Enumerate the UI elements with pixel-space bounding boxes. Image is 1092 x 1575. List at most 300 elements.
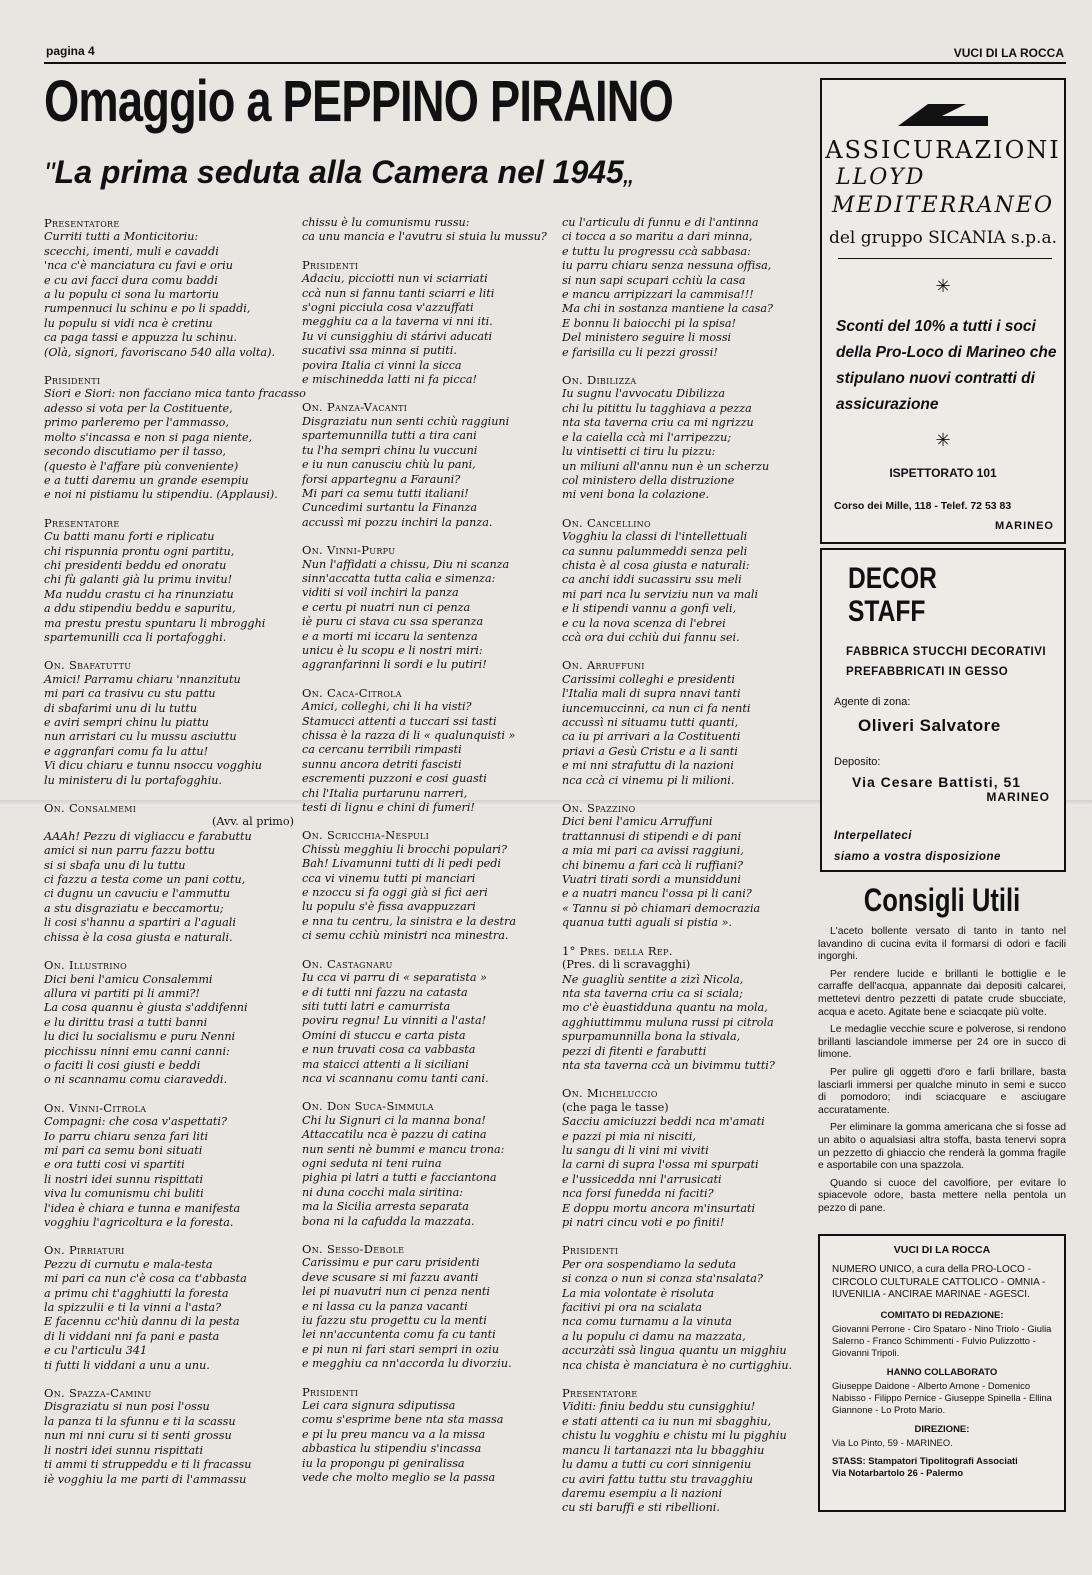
verse-line: tu l'ha sempri chinu lu vuccuni bbox=[302, 443, 478, 457]
verse-line: a ddu stipendiu beddu e sapuritu, bbox=[44, 602, 236, 616]
verse-line: aggranfarinni li sordi e lu putiri! bbox=[302, 658, 487, 672]
ad-decor-city: MARINEO bbox=[986, 790, 1050, 804]
verse-line: lu sangu di li vini mi viviti bbox=[562, 1143, 709, 1157]
verse-line: e pazzi pi mia ni nisciti, bbox=[562, 1129, 696, 1143]
paper-name: VUCI DI LA ROCCA bbox=[953, 46, 1064, 60]
verse-line: a primu chi t'agghiutti la foresta bbox=[44, 1286, 229, 1300]
stanza bbox=[302, 828, 552, 943]
ad-lloyd-line2: LLOYD bbox=[836, 165, 926, 190]
verse-line: si conza o nun si conza sta'nsalata? bbox=[562, 1272, 763, 1286]
speaker-name: On. Cancellino bbox=[562, 515, 651, 530]
ad-decor-cta2: siamo a vostra disposizione bbox=[834, 851, 1001, 863]
consigli-body bbox=[818, 926, 1066, 1220]
verse-line: mi veni bona la colazione. bbox=[562, 488, 709, 502]
ad-decor-agent-label: Agente di zona: bbox=[834, 696, 911, 708]
ad-lloyd-group: del gruppo SICANIA s.p.a. bbox=[828, 228, 1057, 248]
verse-line: molto s'incassa e non si paga niente, bbox=[44, 430, 253, 444]
colophon-dir: Via Lo Pinto, 59 - MARINEO. bbox=[832, 1436, 953, 1448]
verse-line: Chi lu Signuri ci la manna bona! bbox=[302, 1113, 486, 1127]
verse-line: ca iu pi arrivari a la Costituenti bbox=[562, 730, 741, 744]
verse-line: e pi lu preu mancu va a la missa bbox=[302, 1427, 486, 1441]
verse-line: Vuatri tirati sordi a munsidduni bbox=[562, 873, 741, 887]
verse-line: vogghiu l'agricoltura e la foresta. bbox=[44, 1216, 234, 1229]
verse-line: Mi pari ca semu tutti italiani! bbox=[302, 486, 469, 500]
stanza bbox=[44, 516, 294, 646]
verse-line: iè vogghiu la me parti di l'ammassu bbox=[44, 1472, 247, 1486]
subtitle-text: La prima seduta alla Camera nel 1945 bbox=[54, 154, 624, 190]
consigli-paragraph: L'aceto bollente versato di tanto in tanto nel lavandino di cucina evita il formarsi di odori e facili ingorghi. bbox=[818, 926, 1066, 963]
verse-line: Io parru chiaru senza fari liti bbox=[44, 1129, 209, 1143]
ad-lloyd-title bbox=[822, 136, 1064, 220]
verse-line: e certu pi nuatri nun ci penza bbox=[302, 600, 471, 614]
verse-line: li nostri idei sunnu rispittati bbox=[44, 1443, 204, 1457]
verse-line: lu populu si vidi nca è cretinu bbox=[44, 316, 213, 330]
verse-line: mi pari nca lu serviziu nun va mali bbox=[562, 587, 759, 601]
stanza bbox=[302, 686, 552, 816]
speaker-name: On. Vinni-Citrola bbox=[44, 1100, 147, 1115]
verse-line: col ministero della distruzione bbox=[562, 473, 735, 487]
verse-line: chistu lu vogghiu e chistu mi lu pigghiu bbox=[562, 1429, 787, 1443]
verse-line: ogni seduta ni teni ruina bbox=[302, 1156, 442, 1170]
verse-line: la carni di supra l'ossa mi spurpati bbox=[562, 1158, 759, 1172]
ad-decor-line1: FABBRICA STUCCHI DECORATIVI bbox=[846, 646, 1047, 658]
verse-line: s'ogni picciula cosa v'azzuffati bbox=[302, 301, 474, 315]
verse-line: e lu dirittu trasi a tutti banni bbox=[44, 1015, 208, 1029]
verse-line: e nun truvati cosa ca vabbasta bbox=[302, 1043, 476, 1057]
verse-line: Per ora sospendiamo la seduta bbox=[562, 1257, 737, 1271]
verse-line: ca paga tassi e appuzza lu schinu. bbox=[44, 331, 237, 345]
verse-line: Carissimu e pur caru prisidenti bbox=[302, 1256, 480, 1270]
verse-line: vede che molto meglio se la passa bbox=[302, 1471, 496, 1485]
speaker-name: On. Vinni-Purpu bbox=[302, 543, 396, 558]
verse-line: o faciti li cosi giusti e beddi bbox=[44, 1058, 201, 1072]
verse-line: e la caiella ccà mi l'arripezzu; bbox=[562, 430, 732, 444]
stanza bbox=[302, 400, 552, 530]
speaker-name: On. Sbafatuttu bbox=[44, 658, 132, 673]
stanza bbox=[562, 516, 812, 646]
speaker-note: (Avv. al primo) bbox=[211, 815, 294, 829]
verse-line: escrementi puzzoni e cosi guasti bbox=[302, 772, 487, 786]
verse-line: (Olà, signori, favoriscano 540 alla volta). bbox=[44, 345, 276, 359]
stanza bbox=[302, 258, 552, 388]
ad-decor-title bbox=[848, 562, 937, 628]
speaker-name: 1° Pres. della Rep. bbox=[562, 943, 673, 958]
verse-line: sinn'accatta tutta calia e simenza: bbox=[302, 571, 496, 585]
ad-decor-name2: STAFF bbox=[848, 595, 926, 628]
verse-line: e di tutti nni fazzu na catasta bbox=[302, 985, 468, 999]
verse-line: e pi nun ni fari stari sempri in oziu bbox=[302, 1342, 500, 1356]
ad-lloyd-divider bbox=[838, 258, 1052, 259]
verse-line: amici si nun parru fazzu bottu bbox=[44, 844, 216, 858]
ad-lloyd-line1: ASSICURAZIONI bbox=[825, 136, 1061, 164]
verse-line: o ni scannamu comu ciaraveddi. bbox=[44, 1073, 228, 1087]
stanza bbox=[302, 1099, 552, 1229]
verse-line: ccà nun si fannu tanti sciarri e liti bbox=[302, 286, 495, 300]
verse-line: chissa è la razza di li « qualunquisti » bbox=[302, 729, 516, 742]
stanza bbox=[302, 1385, 552, 1486]
verse-line: iu parru chiaru senza nessuna offisa, bbox=[562, 259, 772, 273]
consigli-paragraph: Per eliminare la gomma americana che si fosse ad un abito o aqualsiasi altra stoffa, basta tenervi sopra un pezzetto di ghiaccio che renderà la gomma fragile e asportabile con una spazzola. bbox=[818, 1122, 1066, 1172]
stanza bbox=[562, 1086, 812, 1230]
verse-line: E doppu mortu ancora m'insurtati bbox=[562, 1201, 756, 1215]
ad-decor-agent: Oliveri Salvatore bbox=[858, 716, 1001, 735]
verse-line: e noi ni pistiamu lu stipendiu. (Applausi). bbox=[44, 488, 278, 502]
verse-line: e iu nun canusciu chiù lu pani, bbox=[302, 458, 476, 472]
verse-line: pezzi di fitenti e farabutti bbox=[562, 1044, 707, 1058]
stanza bbox=[44, 958, 294, 1088]
verse-line: lei pi nuavutri nun ci penza nenti bbox=[302, 1285, 490, 1299]
ad-lloyd-office: ISPETTORATO 101 bbox=[889, 466, 997, 480]
stanza bbox=[44, 1386, 294, 1487]
verse-line: comu s'esprime bene nta sta massa bbox=[302, 1413, 504, 1427]
speaker-name: On. Spazzino bbox=[562, 801, 636, 816]
verse-line: sucativi ssa minna si putiti. bbox=[302, 344, 457, 358]
poem-column-3 bbox=[562, 216, 812, 1529]
verse-line: ti ammi ti struppeddu e ti li fracassu bbox=[44, 1458, 252, 1472]
verse-line: e cu avi facci dura comu baddi bbox=[44, 273, 218, 287]
stanza bbox=[44, 658, 294, 788]
verse-line: e megghiu ca nn'accorda lu divorziu. bbox=[302, 1357, 512, 1371]
speaker-name: On. Scricchia-Nespuli bbox=[302, 828, 430, 843]
verse-line: Pezzu di curnutu e mala-testa bbox=[44, 1257, 213, 1271]
stanza bbox=[44, 216, 294, 360]
speaker-note: (Pres. di li scravagghi) bbox=[562, 958, 691, 972]
verse-line: adesso si vota per la Costituente, bbox=[44, 401, 233, 415]
verse-line: chista è al cosa giusta e naturali: bbox=[562, 558, 750, 572]
consigli-paragraph: Quando si cuoce del cavolfiore, per evitare lo spiacevole odore, basta mettere nella pentola un pezzo di pane. bbox=[818, 1177, 1066, 1214]
verse-line: a lu populu ci sona lu martoriu bbox=[44, 288, 219, 302]
verse-line: ca unu mancia e l'avutru si stuia lu mussu? bbox=[302, 230, 547, 244]
verse-line: chi fù galanti già lu primu invitu! bbox=[44, 573, 233, 587]
verse-line: unicu è lu scopu e li nostri miri: bbox=[302, 643, 483, 657]
verse-line: Dici beni l'amicu Arruffuni bbox=[562, 815, 713, 829]
ad-decor-street: Via Cesare Battisti, 51 bbox=[852, 774, 1022, 790]
verse-line: rumpennuci lu schinu e po li spaddi, bbox=[44, 302, 251, 316]
verse-line: nun senti nè bummi e mancu trona: bbox=[302, 1142, 505, 1156]
stanza bbox=[302, 957, 552, 1087]
ad-lloyd-city: MARINEO bbox=[995, 520, 1054, 532]
verse-line: Iu cca vi parru di « separatista » bbox=[302, 971, 487, 985]
speaker-name: On. Pirriaturi bbox=[44, 1243, 125, 1258]
consigli-paragraph: Per rendere lucide e brillanti le bottiglie e le carraffe dell'acqua, appannate dai depositi calcarei, mettetevi dentro pezzetti di patate crude sbucciate, acqua e aceto. Agitate bene e sciacqate più volte. bbox=[818, 968, 1066, 1018]
verse-line: ma prestu prestu spuntaru li mbrogghi bbox=[44, 616, 266, 630]
verse-line: daremu esempiu a li nazioni bbox=[562, 1486, 723, 1500]
verse-line: di li viddani nni fa pani e pasta bbox=[44, 1329, 220, 1343]
verse-line: AAAh! Pezzu di vigliaccu e farabuttu bbox=[44, 829, 252, 843]
verse-line: e stati attenti ca iu nun mi sbagghiu, bbox=[562, 1414, 772, 1428]
verse-line: povira Italia ci vinni la sicca bbox=[302, 358, 462, 372]
verse-line: mi pari ca trasivu cu stu pattu bbox=[44, 687, 216, 701]
verse-line: lu dici lu socialismu e puru Nenni bbox=[44, 1030, 236, 1044]
verse-line: bona ni la cafudda la mazzata. bbox=[302, 1214, 475, 1228]
speaker-name: On. Don Suca-Simmula bbox=[302, 1099, 434, 1114]
verse-line: lu damu a tutti cu cori sinnigeniu bbox=[562, 1458, 752, 1472]
verse-line: ma staicci attenti a li siciliani bbox=[302, 1057, 469, 1071]
header-rule bbox=[44, 62, 1066, 64]
verse-line: spurpamunnilla bona la stivala, bbox=[562, 1030, 741, 1044]
stanza bbox=[562, 373, 812, 503]
verse-line: Nun l'affidati a chissu, Diu ni scanza bbox=[302, 557, 510, 571]
verse-line: accurzàti ssà lingua quantu un migghiu bbox=[562, 1344, 787, 1358]
verse-line: Chissù megghiu li brocchi populari? bbox=[302, 842, 507, 856]
verse-line: e cu l'articulu 341 bbox=[44, 1344, 148, 1358]
verse-line: Cu batti manu forti e riplicatu bbox=[44, 530, 215, 544]
speaker-name: Prisidenti bbox=[44, 373, 101, 388]
speaker-name: On. Illustrino bbox=[44, 958, 127, 973]
verse-line: spartemunilli cca li portafogghi. bbox=[44, 630, 227, 644]
verse-line: lu ministeru di lu portafogghiu. bbox=[44, 773, 223, 787]
verse-line: (questo è l'affare più conveniente) bbox=[44, 459, 239, 473]
verse-line: ca anchi iddi sucassiru ssu meli bbox=[562, 573, 742, 587]
verse-line: ca sunnu palummeddi senza peli bbox=[562, 544, 748, 558]
asterisk-icon: ✳ bbox=[935, 276, 951, 297]
page-number: pagina 4 bbox=[46, 44, 95, 58]
verse-line: ni duna cocchi mala siritina: bbox=[302, 1185, 464, 1199]
verse-line: La mia volontate è risoluta bbox=[562, 1286, 715, 1300]
verse-line: Dici beni l'amicu Consalemmi bbox=[44, 972, 213, 986]
verse-line: viva lu comunismu chi buliti bbox=[44, 1187, 204, 1201]
verse-line: scecchi, imenti, muli e cavaddi bbox=[44, 244, 219, 258]
verse-line: Vogghiu la classi di l'intellettuali bbox=[562, 530, 748, 544]
stanza bbox=[302, 216, 552, 245]
ad-decor-depot-label: Deposito: bbox=[834, 756, 881, 768]
verse-line: e li stipendi vannu a gonfi veli, bbox=[562, 602, 737, 616]
verse-line: e a nuatri mancu l'ossa pi li cani? bbox=[562, 887, 752, 901]
verse-line: e a tutti daremu un grande esempiu bbox=[44, 473, 249, 487]
verse-line: chi presidenti beddu ed onoratu bbox=[44, 558, 227, 572]
verse-line: Curriti tutti a Monticitoriu: bbox=[44, 230, 199, 244]
verse-line: spartemunnilla tutti a tira cani bbox=[302, 429, 477, 443]
verse-line: ci dugnu un cavuciu e l'ammuttu bbox=[44, 887, 231, 901]
verse-line: chi lu pitittu lu tagghiava a pezza bbox=[562, 401, 752, 415]
verse-line: sunnu ancora detriti fascisti bbox=[302, 757, 462, 771]
ad-lloyd-offer: Sconti del 10% a tutti i soci della Pro-Loco di Marineo che stipulano nuovi contratti di assicurazione bbox=[836, 318, 1057, 413]
verse-line: Disgraziatu nun senti cchiù raggiuni bbox=[302, 414, 510, 428]
speaker-name: Presentatore bbox=[44, 515, 120, 530]
verse-line: chissa è la cosa giusta e naturali. bbox=[44, 930, 233, 944]
verse-line: nca forsi funedda ni faciti? bbox=[562, 1187, 714, 1201]
verse-line: testi di lignu e chini di fumeri! bbox=[302, 801, 475, 815]
verse-line: chi rispunnia prontu ogni partitu, bbox=[44, 544, 235, 558]
verse-line: Compagni: che cosa v'aspettati? bbox=[44, 1115, 227, 1129]
verse-line: e mi nni strafuttu di la nazioni bbox=[562, 759, 734, 773]
verse-line: nca comu turnamu a la vinuta bbox=[562, 1315, 732, 1329]
verse-line: Adaciu, picciotti nun vi sciarriati bbox=[302, 272, 488, 286]
speaker-name: Prisidenti bbox=[302, 257, 359, 272]
verse-line: E facennu cc'hiù dannu di la pesta bbox=[44, 1315, 240, 1329]
verse-line: nun mi nni curu si ti senti grossu bbox=[44, 1429, 232, 1443]
stanza bbox=[562, 1386, 812, 1516]
colophon-dir-label: DIREZIONE: bbox=[914, 1423, 970, 1435]
verse-line: Iu sugnu l'avvocatu Dibilizza bbox=[562, 387, 726, 401]
colophon-printer2: Via Notarbartolo 26 - Palermo bbox=[832, 1466, 964, 1478]
verse-line: Siori e Siori: non facciano mica tanto fracasso bbox=[44, 387, 306, 401]
verse-line: Disgraziatu si nun posi l'ossu bbox=[44, 1400, 210, 1414]
colophon-intro: NUMERO UNICO, a cura della PRO-LOCO - CIRCOLO CULTURALE CATTOLICO - OMNIA - IUVENILIA - ANCIRAE MARINAE - AGESCI. bbox=[832, 1264, 1046, 1300]
verse-line: poviru regnu! Lu vinniti a l'asta! bbox=[302, 1014, 487, 1028]
verse-line: nca chista è manciatura è no curtigghiu. bbox=[562, 1358, 793, 1372]
verse-line: si nun sapi scupari cchiù la casa bbox=[562, 273, 746, 287]
verse-line: a mia mi pari ca avissi raggiuni, bbox=[562, 844, 744, 858]
verse-line: e aviri sempri chinu lu piattu bbox=[44, 716, 209, 729]
ad-decor-staff bbox=[820, 548, 1066, 872]
verse-line: Amici, colleghi, chi li ha visti? bbox=[302, 700, 472, 714]
verse-line: mi pari ca semu boni situati bbox=[44, 1143, 203, 1157]
verse-line: e l'ussicedda nni l'arrusicati bbox=[562, 1172, 722, 1186]
verse-line: li cosi s'hannu a spartiri a l'aguali bbox=[44, 916, 236, 930]
verse-line: agghiuttimmu muluna russi pi citrola bbox=[562, 1015, 774, 1029]
verse-line: ma la Sicilia arresta separata bbox=[302, 1200, 469, 1214]
verse-line: Iu vi cunsigghiu di stárivi aducati bbox=[302, 329, 493, 343]
verse-line: la panza ti la sfunnu e ti la scassu bbox=[44, 1414, 236, 1428]
verse-line: iu fazzu stu progettu cu la menti bbox=[302, 1314, 487, 1328]
verse-line: ci semu cchiù ministri nca minestra. bbox=[302, 929, 509, 943]
verse-line: mancu li tartanazzi nta lu bbagghiu bbox=[562, 1443, 765, 1457]
ad-decor-name1: DECOR bbox=[848, 562, 937, 595]
verse-line: ccà ora dui cchiù dui fannu sei. bbox=[562, 630, 740, 644]
verse-line: iu la propongu pi geniralissa bbox=[302, 1456, 465, 1470]
verse-line: nta sta taverna ccà un bivimmu tutti? bbox=[562, 1058, 775, 1072]
verse-line: pi natri cincu voti e po finiti! bbox=[562, 1216, 725, 1229]
verse-line: Viditi: finiu beddu stu cunsigghiu! bbox=[562, 1400, 756, 1414]
stanza bbox=[302, 543, 552, 673]
stanza bbox=[44, 1101, 294, 1231]
speaker-name: Presentatore bbox=[44, 216, 120, 230]
verse-line: nun arristari cu lu mussu asciuttu bbox=[44, 730, 237, 744]
verse-line: chi l'Italia purtarunu narreri, bbox=[302, 786, 468, 800]
verse-line: mo c'è èuastidduna quantu na mola, bbox=[562, 1001, 768, 1015]
verse-line: ti futti li viddani a unu a unu. bbox=[44, 1358, 210, 1372]
verse-line: nta sta taverna criu ca mi ngrizzu bbox=[562, 416, 754, 430]
verse-line: Carissimi colleghi e presidenti bbox=[562, 672, 735, 686]
stanza bbox=[302, 1242, 552, 1372]
speaker-name: On. Spazza-Caminu bbox=[44, 1386, 152, 1401]
lloyd-logo-icon bbox=[888, 100, 996, 128]
speaker-name: Presentatore bbox=[562, 1386, 638, 1401]
verse-line: chissu è lu comunismu russu: bbox=[302, 216, 470, 229]
speaker-name: On. Micheluccio bbox=[562, 1086, 658, 1101]
ad-decor-line2: PREFABBRICATI IN GESSO bbox=[846, 666, 1009, 678]
stanza bbox=[562, 1243, 812, 1373]
verse-line: e tuttu lu progressu ccà sabbasa: bbox=[562, 244, 751, 258]
verse-line: Attaccatilu nca è pazzu di catina bbox=[302, 1128, 487, 1142]
verse-line: secondo discutiamo per il tasso, bbox=[44, 445, 226, 459]
colophon-printer1: STASS: Stampatori Tipolitografi Associati bbox=[832, 1454, 1018, 1466]
verse-line: iuncemuccinni, ca nun ci fa nenti bbox=[562, 701, 751, 715]
verse-line: « Tannu si pò chiamari democrazia bbox=[562, 901, 761, 915]
verse-line: li nostri idei sunnu rispittati bbox=[44, 1172, 204, 1186]
verse-line: e ni lassa cu la panza vacanti bbox=[302, 1299, 468, 1313]
ad-decor-cta bbox=[834, 826, 1001, 868]
speaker-name: On. Caca-Citrola bbox=[302, 685, 402, 700]
verse-line: abbastica lu stipendiu s'incassa bbox=[302, 1442, 482, 1456]
verse-line: siti tutti latri e camurrista bbox=[302, 999, 451, 1013]
verse-line: un miliuni all'annu nun è un scherzu bbox=[562, 459, 770, 473]
verse-line: Lei cara signura sdiputissa bbox=[302, 1399, 456, 1413]
verse-line: e nna tu centru, la sinistra e la destra bbox=[302, 914, 517, 928]
verse-line: cca vi vinemu tutti pi manciari bbox=[302, 871, 476, 885]
verse-line: lu populu s'è fissa avappuzzari bbox=[302, 900, 476, 914]
speaker-name: On. Dibilizza bbox=[562, 373, 637, 388]
verse-line: deve scusare si mi fazzu avanti bbox=[302, 1270, 479, 1284]
speaker-name: Prisidenti bbox=[562, 1243, 619, 1258]
article-subtitle: "La prima seduta alla Camera nel 1945„ bbox=[44, 154, 634, 190]
verse-line: a stu disgraziatu e beccamortu; bbox=[44, 901, 224, 915]
verse-line: cu l'articulu di funnu e di l'antinna bbox=[562, 216, 759, 229]
verse-line: nca vi scannanu comu tanti cani. bbox=[302, 1071, 489, 1085]
consigli-title: Consigli Utili bbox=[863, 882, 1021, 918]
verse-line: Ma nuddu crastu ci ha rinunziatu bbox=[44, 587, 234, 601]
asterisk-icon: ✳ bbox=[935, 430, 951, 451]
verse-line: viditi si voil inchiri la panza bbox=[302, 586, 459, 600]
verse-line: facitivi pi ora na scialata bbox=[562, 1301, 702, 1315]
verse-line: E bonnu li baiocchi pi la spisa! bbox=[562, 316, 737, 330]
colophon-comitato: Giovanni Perrone - Ciro Spataro - Nino Triolo - Giulia Salerno - Franco Schimmenti - Fulvio Pulizzotto - Giovanni Tripoli. bbox=[832, 1322, 1052, 1358]
verse-line: cu aviri fattu tuttu stu travagghiu bbox=[562, 1472, 753, 1486]
verse-line: ca cercanu terribili rimpasti bbox=[302, 743, 462, 757]
colophon bbox=[818, 1234, 1066, 1512]
verse-line: Bah! Livamunni tutti di li pedi pedi bbox=[302, 857, 501, 871]
verse-line: e nzoccu si fa oggi già si fici aeri bbox=[302, 886, 488, 900]
verse-line: Amici! Parramu chiaru 'nnanzitutu bbox=[44, 672, 241, 686]
verse-line: mi pari ca nun c'è cosa ca t'abbasta bbox=[44, 1272, 247, 1286]
verse-line: Vi dicu chiaru e tunnu nsoccu vogghiu bbox=[44, 759, 263, 773]
verse-line: l'Italia mali di supra nnavi tanti bbox=[562, 687, 741, 701]
stanza bbox=[44, 801, 294, 945]
verse-line: e farisilla cu li pezzi grossi! bbox=[562, 345, 718, 359]
speaker-name: On. Arruffuni bbox=[562, 658, 645, 673]
colophon-comitato-label: COMITATO DI REDAZIONE: bbox=[880, 1309, 1004, 1321]
verse-line: Ma chi in sostanza mantiene la casa? bbox=[562, 302, 774, 316]
verse-line: lu vintisetti ci tiru lu pizzu: bbox=[562, 445, 716, 459]
consigli-paragraph: Le medaglie vecchie scure e polverose, si rendono brillanti lasciandole immerse per 24 ore in succo di limone. bbox=[818, 1024, 1066, 1061]
speaker-name: On. Consalmemi bbox=[44, 801, 137, 816]
speaker-name: On. Castagnaru bbox=[302, 956, 393, 971]
verse-line: e aggranfari comu fa lu attu! bbox=[44, 744, 209, 758]
colophon-collab: Giuseppe Daidone - Alberto Arnone - Domenico Nabisso - Filippo Pernice - Giuseppe Spinella - Ellina Giannone - Lo Proto Mario. bbox=[832, 1379, 1052, 1415]
stanza bbox=[44, 1243, 294, 1373]
verse-line: chi binemu a fari ccà li ruffiani? bbox=[562, 858, 744, 872]
stanza bbox=[562, 801, 812, 931]
verse-line: trattannusi di stipendi e di pani bbox=[562, 829, 742, 843]
verse-line: e mancu arripizzari la cammisa!!! bbox=[562, 288, 754, 302]
speaker-note: (che paga le tasse) bbox=[562, 1100, 669, 1114]
verse-line: accussì ni situamu tutti quanti, bbox=[562, 716, 739, 729]
verse-line: priavi a Gesù Cristu e a li santi bbox=[562, 744, 738, 758]
poem-column-1 bbox=[44, 216, 306, 1500]
verse-line: 'nca c'è manciatura cu favi e oriu bbox=[44, 259, 233, 273]
verse-line: e cu la nova scenza di l'ebrei bbox=[562, 616, 726, 630]
speaker-name: On. Sesso-Debole bbox=[302, 1242, 405, 1256]
speaker-name: On. Panza-Vacanti bbox=[302, 400, 408, 415]
verse-line: picchissu ninni emu canni canni: bbox=[44, 1044, 230, 1058]
verse-line: nca ccà ci vinemu pi li milioni. bbox=[562, 773, 735, 787]
verse-line: Ne guagliù sentite a zizì Nicola, bbox=[562, 972, 744, 986]
verse-line: l'idea è chiara e tunna e manifesta bbox=[44, 1201, 241, 1215]
stanza bbox=[562, 658, 812, 788]
verse-line: la spizzulii e ti la vinni a l'asta? bbox=[44, 1301, 222, 1315]
poem-column-2 bbox=[302, 216, 552, 1499]
verse-line: ci fazzu a testa come un pani cottu, bbox=[44, 873, 246, 887]
ad-lloyd-address: Corso dei Mille, 118 - Telef. 72 53 83 bbox=[834, 500, 1012, 512]
verse-line: Stamucci attenti a tuccari ssi tasti bbox=[302, 714, 497, 728]
verse-line: lei nn'accuntenta comu fa cu tanti bbox=[302, 1328, 496, 1342]
stanza bbox=[562, 216, 812, 360]
verse-line: si si sbafa unu di lu tuttu bbox=[44, 858, 186, 872]
ad-lloyd-mediterraneo bbox=[820, 78, 1066, 544]
verse-line: allura vi partiti pi li ammi?! bbox=[44, 986, 200, 1000]
verse-line: e a morti mi iccaru la sentenza bbox=[302, 629, 478, 643]
